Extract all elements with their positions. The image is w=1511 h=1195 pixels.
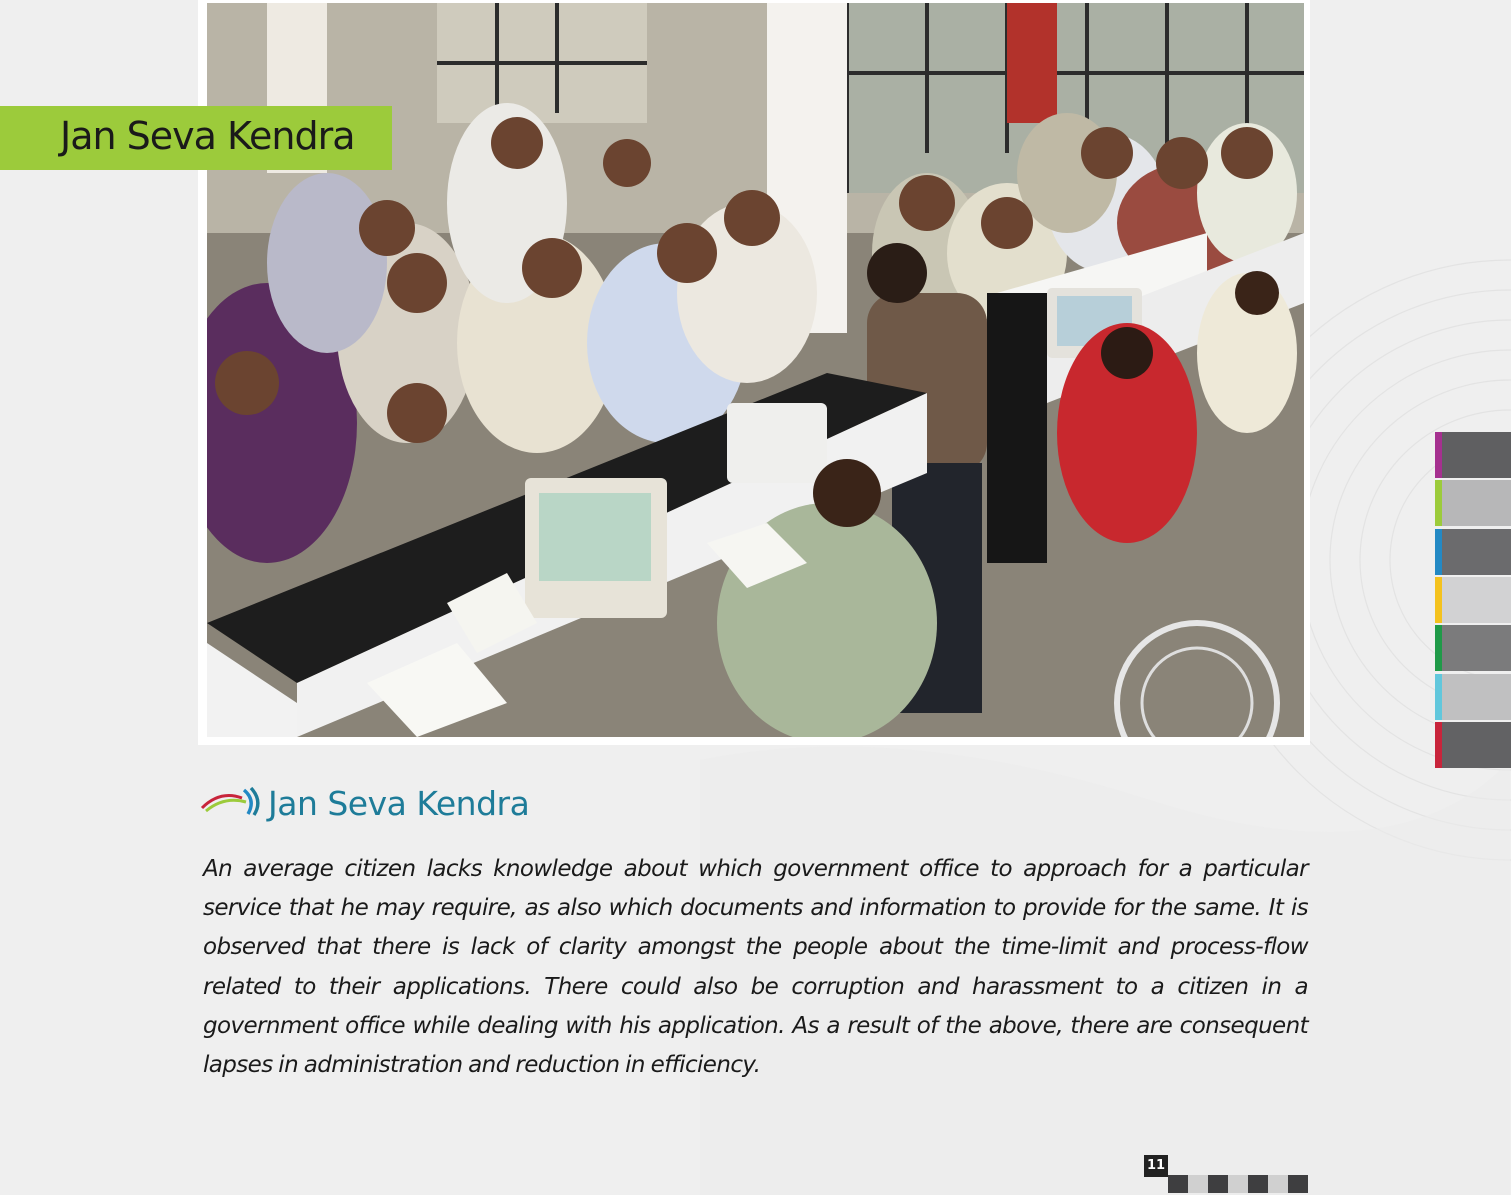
side-tab-body [1442, 480, 1511, 526]
side-tab [1435, 529, 1511, 575]
section-title: Jan Seva Kendra [268, 784, 530, 823]
side-tab-body [1442, 529, 1511, 575]
footer-square [1248, 1175, 1268, 1193]
side-tab-accent [1435, 529, 1442, 575]
side-tab-accent [1435, 480, 1442, 526]
side-tab-body [1442, 722, 1511, 768]
signal-arc-icon [200, 786, 264, 816]
side-tab [1435, 722, 1511, 768]
side-tab-accent [1435, 674, 1442, 720]
footer-square [1188, 1175, 1208, 1193]
side-tab-body [1442, 577, 1511, 623]
side-tab-accent [1435, 722, 1442, 768]
side-color-tabs [1435, 432, 1511, 769]
footer-square [1228, 1175, 1248, 1193]
side-tab [1435, 674, 1511, 720]
banner-title: Jan Seva Kendra [60, 114, 355, 158]
page-number: 11 [1144, 1155, 1168, 1177]
side-tab-body [1442, 625, 1511, 671]
section-label-banner [0, 106, 392, 170]
side-tab-accent [1435, 625, 1442, 671]
side-tab [1435, 625, 1511, 671]
side-tab [1435, 480, 1511, 526]
side-tab-accent [1435, 577, 1442, 623]
side-tab-accent [1435, 432, 1442, 478]
footer-square [1208, 1175, 1228, 1193]
side-tab-body [1442, 432, 1511, 478]
body-paragraph: An average citizen lacks knowledge about which government office to approach for a particular service that he may require, as also which documents and information to provide for the same. It is observed that there is lack of clarity amongst the people about the time-limit and process-flow related to their applications. There could also be corruption and harassment to a citizen in a government office while dealing with his application. As a result of the above, there are consequent lapses in administration and reduction in efficiency. [203, 856, 1308, 1079]
footer-square [1268, 1175, 1288, 1193]
side-tab [1435, 577, 1511, 623]
side-tab [1435, 432, 1511, 478]
footer-square [1288, 1175, 1308, 1193]
footer-square [1168, 1175, 1188, 1193]
side-tab-body [1442, 674, 1511, 720]
